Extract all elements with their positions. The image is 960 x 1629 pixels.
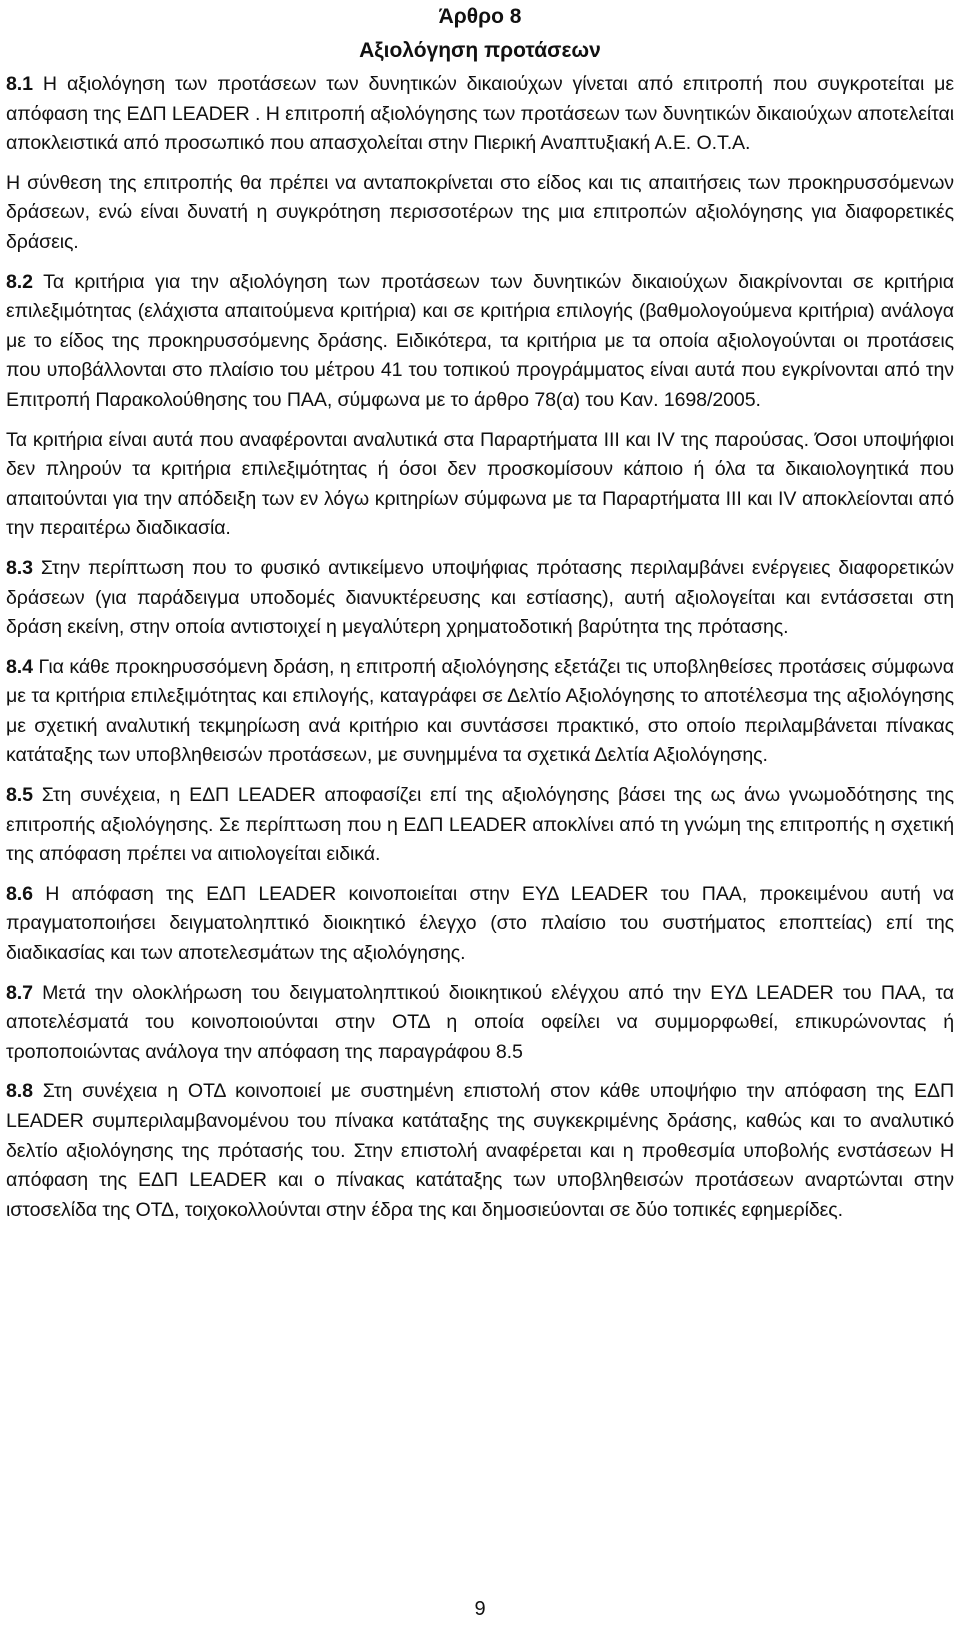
paragraph-8-2 [6, 268, 954, 416]
paragraph-text: Στην περίπτωση που το φυσικό αντικείμενο υποψήφιας πρότασης περιλαμβάνει ενέργειες διαφορετικών δράσεων (για παράδειγμα υποδομές διανυκτέρευσης και εστίασης), αυτή αξιολογείται και εντάσσεται στη δράση εκείνη, στην οποία αντιστοιχεί η μεγαλύτερη χρηματοδοτική βαρύτητα της πρότασης. [6, 556, 954, 639]
paragraph-number: 8.8 [6, 1080, 33, 1103]
paragraph-number: 8.5 [6, 784, 33, 807]
paragraph-text: Τα κριτήρια είναι αυτά που αναφέρονται αναλυτικά στα Παραρτήματα ΙΙΙ και ΙV της παρούσας. Όσοι υποψήφιοι δεν πληρούν τα κριτήρια επιλεξιμότητας ή όσοι δεν προσκομίσουν κάποιο ή όλα τα δικαιολογητικά που απαιτούνται για την απόδειξη των εν λόγω κριτηρίων σύμφωνα με τα Παραρτήματα ΙΙΙ και ΙV αποκλείονται από την περαιτέρω διαδικασία. [6, 428, 954, 540]
paragraph-8-5 [6, 781, 954, 870]
paragraph-text: Στη συνέχεια η ΟΤΔ κοινοποιεί με συστημένη επιστολή στον κάθε υποψήφιο την απόφαση της ΕΔΠ LEADER συμπεριλαμβανομένου του πίνακα κατάταξης της συγκεκριμένης δράσης, καθώς και το αναλυτικό δελτίο αξιολόγησης της πρότασής του. Στην επιστολή αναφέρεται και η προθεσμία υποβολής ενστάσεων Η απόφαση της ΕΔΠ LEADER και ο πίνακας κατάταξης των υποβληθεισών προτάσεων αναρτώνται στην ιστοσελίδα της ΟΤΔ, τοιχοκολλούνται στην έδρα της και δημοσιεύονται σε δύο τοπικές εφημερίδες. [6, 1080, 954, 1221]
paragraph-text: Η απόφαση της ΕΔΠ LEADER κοινοποιείται στην ΕΥΔ LEADER του ΠΑΑ, προκειμένου αυτή να πραγματοποιήσει δειγματοληπτικό διοικητικό έλεγχο (στο πλαίσιο του συστήματος εποπτείας) επί της διαδικασίας και των αποτελεσμάτων της αξιολόγησης. [6, 882, 954, 965]
paragraph-text: Τα κριτήρια για την αξιολόγηση των προτάσεων των δυνητικών δικαιούχων διακρίνονται σε κριτήρια επιλεξιμότητας (ελάχιστα απαιτούμενα κριτήρια) και σε κριτήρια επιλογής (βαθμολογούμενα κριτήρια) ανάλογα με το είδος της προκηρυσσόμενης δράσης. Ειδικότερα, τα κριτήρια με τα οποία αξιολογούνται οι προτάσεις που υποβάλλονται στο πλαίσιο του μέτρου 41 του τοπικού προγράμματος είναι αυτά που εγκρίνονται από την Επιτροπή Παρακολούθησης του ΠΑΑ, σύμφωνα με το άρθρο 78(α) του Καν. 1698/2005. [6, 270, 954, 411]
paragraph-8-7 [6, 979, 954, 1068]
paragraph-8-3 [6, 554, 954, 643]
paragraph-text: Η σύνθεση της επιτροπής θα πρέπει να ανταποκρίνεται στο είδος και τις απαιτήσεις των προκηρυσσόμενων δράσεων, ενώ είναι δυνατή η συγκρότηση περισσοτέρων της μια επιτροπών αξιολόγησης για διαφορετικές δράσεις. [6, 171, 954, 253]
paragraph-number: 8.6 [6, 882, 33, 905]
paragraph-text: Η αξιολόγηση των προτάσεων των δυνητικών δικαιούχων γίνεται από επιτροπή που συγκροτείται με απόφαση της ΕΔΠ LEADER . Η επιτροπή αξιολόγησης των προτάσεων των δυνητικών δικαιούχων αποτελείται αποκλειστικά από προσωπικό που απασχολείται στην Πιερική Αναπτυξιακή Α.Ε. Ο.Τ.Α. [6, 73, 954, 155]
paragraph-8-1 [6, 70, 954, 159]
paragraph-number: 8.1 [6, 73, 33, 95]
paragraph-8-1-composition [6, 169, 954, 258]
paragraph-text: Μετά την ολοκλήρωση του δειγματοληπτικού διοικητικού ελέγχου από την ΕΥΔ LEADER του ΠΑΑ, τα αποτελέσματά του κοινοποιούνται στην ΟΤΔ η οποία οφείλει να συμμορφωθεί, επικυρώνοντας ή τροποποιώντας ανάλογα την απόφαση της παραγράφου 8.5 [6, 981, 954, 1063]
paragraph-8-4 [6, 653, 954, 771]
document-page [6, 0, 954, 1225]
paragraph-number: 8.2 [6, 270, 33, 293]
paragraph-number: 8.3 [6, 556, 33, 579]
paragraph-text: Στη συνέχεια, η ΕΔΠ LEADER αποφασίζει επί της αξιολόγησης βάσει της ως άνω γνωμοδότησης της επιτροπής αξιολόγησης. Σε περίπτωση που η ΕΔΠ LEADER αποκλίνει από τη γνώμη της επιτροπής η σχετική της απόφαση πρέπει να αιτιολογείται ειδικά. [6, 784, 954, 866]
paragraph-text: Για κάθε προκηρυσσόμενη δράση, η επιτροπή αξιολόγησης εξετάζει τις υποβληθείσες προτάσεις σύμφωνα με τα κριτήρια επιλεξιμότητας και επιλογής, καταγράφει σε Δελτίο Αξιολόγησης το αποτέλεσμα της αξιολόγησης με σχετική αναλυτική τεκμηρίωση ανά κριτήριο και συντάσσει πρακτικό, στο οποίο περιλαμβάνεται πίνακας κατάταξης των υποβληθεισών προτάσεων, με συνημμένα τα σχετικά Δελτία Αξιολόγησης. [6, 655, 954, 767]
paragraph-number: 8.4 [6, 655, 33, 678]
paragraph-number: 8.7 [6, 981, 33, 1004]
paragraph-8-6 [6, 880, 954, 969]
article-title: Άρθρο 8 [438, 5, 522, 28]
article-subtitle: Αξιολόγηση προτάσεων [359, 39, 601, 62]
paragraph-8-8 [6, 1077, 954, 1225]
page-number: 9 [474, 1598, 486, 1620]
paragraph-8-2-criteria [6, 426, 954, 544]
